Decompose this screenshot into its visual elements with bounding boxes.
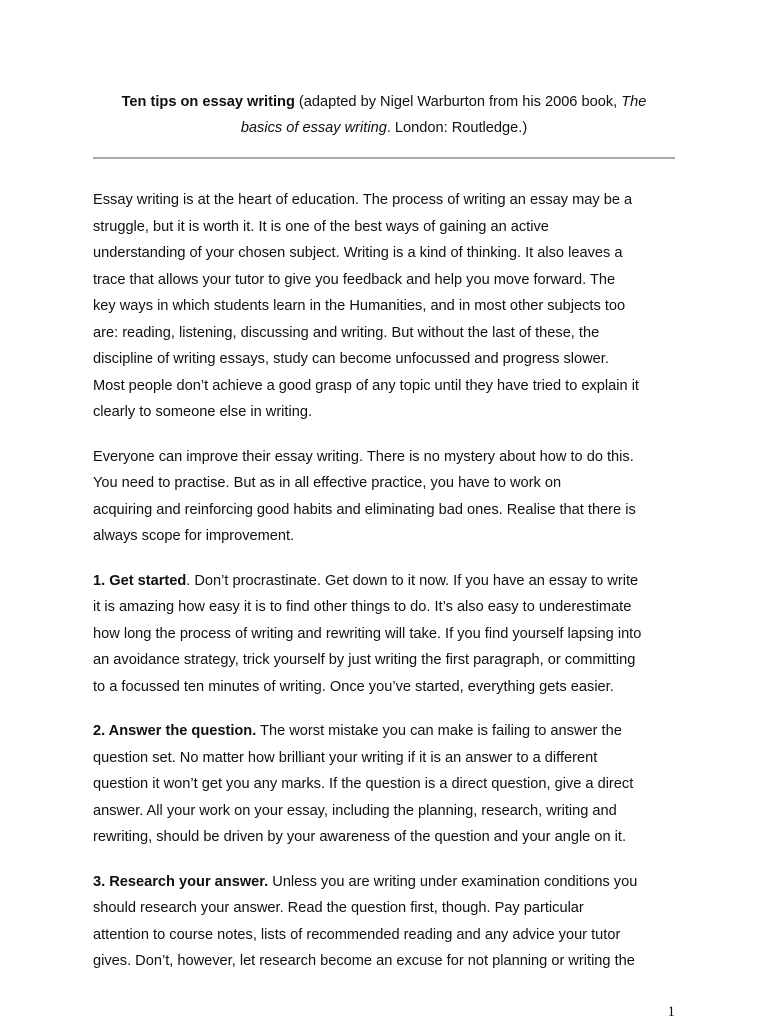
- text-line: should research your answer. Read the question first, though. Pay particular: [93, 900, 584, 916]
- tip-heading: 3. Research your answer.: [93, 873, 269, 890]
- text-line: question it won’t get you any marks. If the question is a direct question, give a direct: [93, 776, 634, 792]
- text-line: answer. All your work on your essay, including the planning, research, writing and: [93, 802, 617, 819]
- text-line: it is amazing how easy it is to find other things to do. It’s also easy to underestimate: [93, 599, 632, 615]
- text-line: understanding of your chosen subject. Writing is a kind of thinking. It also leaves a: [93, 245, 623, 261]
- text-line: trace that allows your tutor to give you feedback and help you move forward. The: [93, 271, 616, 288]
- tip-2-answer-the-question: [93, 718, 683, 851]
- title-attribution: (adapted by Nigel Warburton from his 2006 book,: [294, 94, 622, 110]
- text-line: [93, 869, 683, 896]
- tip-1-get-started: [93, 568, 683, 701]
- tip-heading: 2. Answer the question.: [93, 723, 257, 739]
- text-line: attention to course notes, lists of recommended reading and any advice your tutor: [93, 926, 621, 943]
- tip-3-research-your-answer: [93, 869, 683, 975]
- text-line: gives. Don’t, however, let research become an excuse for not planning or writing the: [93, 953, 635, 969]
- text-line: [93, 568, 683, 595]
- title-bold: Ten tips on essay writing: [121, 94, 295, 110]
- title-divider: [93, 157, 675, 159]
- text-line: struggle, but it is worth it. It is one of the best ways of gaining an active: [93, 218, 549, 235]
- text-line: discipline of writing essays, study can become unfocussed and progress slower.: [93, 351, 609, 367]
- document-title: [93, 89, 675, 141]
- paragraph-improvement: [93, 444, 683, 550]
- text-line: are: reading, listening, discussing and writing. But without the last of these, the: [93, 324, 600, 341]
- tip-first-line: Unless you are writing under examination conditions you: [268, 873, 638, 890]
- text-line: rewriting, should be driven by your awareness of the question and your angle on it.: [93, 829, 626, 845]
- title-publisher: . London: Routledge.): [386, 120, 528, 136]
- text-line: always scope for improvement.: [93, 528, 295, 544]
- text-line: how long the process of writing and rewriting will take. If you find yourself lapsing into: [93, 625, 642, 642]
- text-line: Everyone can improve their essay writing. There is no mystery about how to do this.: [93, 448, 634, 465]
- text-line: acquiring and reinforcing good habits and eliminating bad ones. Realise that there is: [93, 501, 636, 518]
- text-line: an avoidance strategy, trick yourself by just writing the first paragraph, or committing: [93, 652, 636, 668]
- page-number: 1: [667, 1004, 675, 1020]
- text-line: Most people don’t achieve a good grasp of any topic until they have tried to explain it: [93, 377, 639, 394]
- text-line: question set. No matter how brilliant your writing if it is an answer to a different: [93, 749, 598, 766]
- text-line: You need to practise. But as in all effective practice, you have to work on: [93, 475, 562, 491]
- text-line: clearly to someone else in writing.: [93, 404, 313, 420]
- text-line: Essay writing is at the heart of education. The process of writing an essay may be a: [93, 192, 633, 208]
- tip-first-line: The worst mistake you can make is failing to answer the: [256, 723, 622, 739]
- tip-first-line: . Don’t procrastinate. Get down to it now. If you have an essay to write: [186, 572, 639, 589]
- book-title-part-2: basics of essay writing: [240, 120, 387, 136]
- tip-heading: 1. Get started: [93, 572, 187, 589]
- text-line: [93, 718, 683, 745]
- text-line: key ways in which students learn in the Humanities, and in most other subjects too: [93, 298, 626, 314]
- text-line: to a focussed ten minutes of writing. Once you’ve started, everything gets easier.: [93, 678, 614, 695]
- book-title-part-1: The: [621, 94, 647, 110]
- document-body: [93, 187, 683, 993]
- paragraph-intro: [93, 187, 683, 426]
